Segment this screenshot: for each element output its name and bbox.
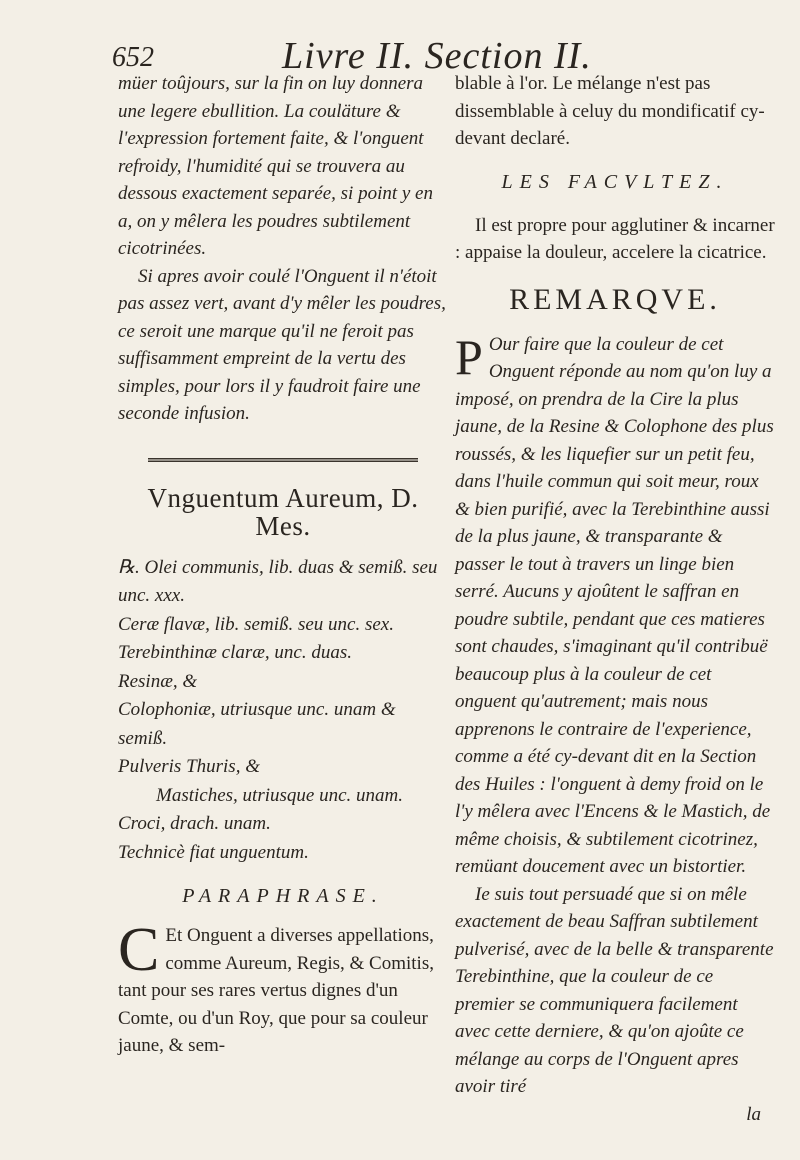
remarque-text: Our faire que la couleur de cet Onguent réponde au nom qu'on luy a imposé, on prendra de la Cire la plus jaune, de la Resine & Colophone des plus roussés, & les liquefier sur un petit feu, dans l'huile commun qui soit meur, roux & bien purifié, avec la Terebinthine aussi de la plus jaune, & transparante & passer le tout à travers un linge bien serré. Aucuns y ajoûtent le saffran en poudre subtile, pendant que ces matieres sont chaudes, s'imaginant qu'il contribuë beaucoup plus à la couleur de cet onguent qu'autrement; mais nous apprenons le contraire de l'experience, comme a été cy-devant dit en la Section des Huiles : l'onguent à demy froid on le l'y mêlera avec l'Encens & le Mastich, de même choisis, & subtilement cicotrinez, remüant doucement avec un bistortier. [455,333,774,877]
recipe-item: Mastiches, utriusque unc. unam. [156,784,403,806]
paraphrase-heading: PARAPHRASE. [182,885,384,907]
page-number: 652 [112,42,154,73]
recipe-item: Ceræ flavæ, lib. semiß. seu unc. sex. [118,613,394,635]
recipe-item: Pulveris Thuris, & [118,756,260,777]
recipe-list [118,554,448,868]
paraphrase-text: Et Onguent a diverses appellations, comme Aureum, Regis, & Comitis, tant pour ses rares vertus dignes d'un Comte, ou d'un Roy, que pour sa couleur jaune, & sem- [118,925,434,1056]
remarque-heading: REMARQVE. [509,282,721,316]
recipe-title-line-2: Mes. [255,510,311,541]
recipe-item: Technicè fiat unguentum. [118,841,309,863]
recipe-item: Colophoniæ, utriusque unc. unam & semiß. [118,699,396,749]
right-column [455,70,775,1128]
recipe-item: Resinæ, & [118,670,198,692]
drop-cap: P [455,328,483,385]
recipe-title-line-1: Vnguentum Aureum, D. [147,482,419,513]
drop-cap: C [118,916,160,984]
section-divider-rule [148,458,418,462]
running-head: Livre II. Section II. [282,35,592,77]
facultes-text: Il est propre pour agglutiner & incarner : appaise la douleur, accelere la cicatrice. [455,214,775,263]
recipe-item: ℞. Olei communis, lib. duas & semiß. seu unc. xxx. [118,556,438,606]
right-paragraph-1: blable à l'or. Le mélange n'est pas dissemblable à celuy du mondificatif cy-devant declaré. [455,73,765,149]
facultes-heading: LES FACVLTEZ. [501,170,729,193]
left-paragraph-2: Si apres avoir coulé l'Onguent il n'étoit pas assez vert, avant d'y mêler les poudres, ce seroit une marque qu'il ne feroit pas suffisamment empreint de la vertu des simples, pour lors il y faudroit faire une seconde infusion. [118,265,446,424]
remarque-text-2: Ie suis tout persuadé que si on mêle exactement de beau Saffran subtilement pulverisé, avec de la belle & transparente Terebinthine, que la couleur de ce premier se communiquera facilement avec cette derniere, & qu'on ajoûte ce mélange au corps de l'Onguent apres avoir tiré [455,883,774,1097]
paraphrase-paragraph [118,916,448,1060]
recipe-item: Croci, drach. unam. [118,813,271,834]
recipe-item: Terebinthinæ claræ, unc. duas. [118,642,352,663]
left-column [118,70,448,1060]
left-paragraph-1: müer toûjours, sur la fin on luy donnera une legere ebullition. La couläture & l'expression fortement faite, & l'onguent refroidy, l'humidité qui se trouvera au dessous exactement separée, si point y en a, on y mêlera les poudres subtilement cicotrinées. [118,73,433,259]
catchword: la [746,1103,761,1125]
remarque-paragraph [455,328,775,881]
